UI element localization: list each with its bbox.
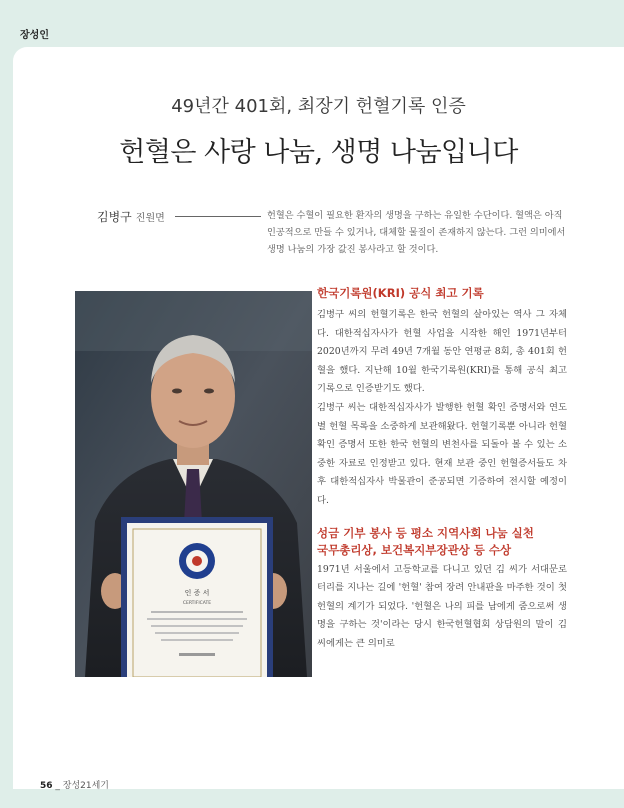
portrait-photo <box>75 291 312 677</box>
section-heading-community <box>317 525 567 559</box>
body-paragraph: 1971년 서울에서 고등학교를 다니고 있던 김 씨가 서대문로터리를 지나는 길에 '헌혈' 참여 장려 안내판을 마주한 것이 첫 헌혈의 계기가 되었다. '헌혈은 나의 피를 남에게 줌으로써 생명을 구하는 것'이라는 당시 한국헌혈협회 상담원의 말이 김 씨에게는 큰 의미로 <box>317 563 567 649</box>
article-body <box>317 285 567 654</box>
section-label: 장성인 <box>20 30 49 41</box>
section-heading-kri-record: 한국기록원(KRI) 공식 최고 기록 <box>317 286 484 300</box>
article-page <box>13 47 624 789</box>
page-number: 56 <box>40 781 53 791</box>
author-byline <box>97 208 165 225</box>
certificate-heading: 인 증 서 <box>184 589 210 597</box>
article-subtitle: 49년간 401회, 최장기 헌혈기록 인증 <box>171 96 466 117</box>
section-heading-line: 국무총리상, 보건복지부장관상 등 수상 <box>317 542 512 557</box>
page-footer <box>40 778 109 791</box>
lead-paragraph: 헌혈은 수혈이 필요한 환자의 생명을 구하는 유일한 수단이다. 혈액은 아직 인공적으로 만들 수 있거나, 대체할 물질이 존재하지 않는다. 그런 의미에서 생명 나눔의 가장 값진 봉사라고 할 것이다. <box>267 210 566 255</box>
portrait-photo-illustration <box>75 291 312 677</box>
author-affiliation: 진원면 <box>135 213 165 224</box>
byline-divider <box>175 216 261 217</box>
body-paragraph: 김병구 씨는 대한적십자사가 발행한 헌혈 확인 증명서와 연도별 헌혈 목록을 소중하게 보관해왔다. 헌혈기록뿐 아니라 헌혈 확인 증명서 또한 한국 헌혈의 변천사를 되돌아 볼 수 있는 소중한 자료로 인정받고 있다. 현재 보관 중인 헌혈증서들도 차후 대한적십자사 박물관이 준공되면 기증하여 전시할 예정이다. <box>317 401 567 506</box>
publication-name: _ 장성21세기 <box>55 781 109 791</box>
body-paragraph: 김병구 씨의 헌혈기록은 한국 헌혈의 살아있는 역사 그 자체다. 대한적십자사가 헌혈 사업을 시작한 해인 1971년부터 2020년까지 무려 49년 7개월 동안 연평균 8회, 총 401회 헌혈을 했다. 지난해 10월 한국기록원(KRI)를 통해 공식 최고 기록으로 인증받기도 했다. <box>317 309 567 395</box>
section-heading-line: 성금 기부 봉사 등 평소 지역사회 나눔 실천 <box>317 525 534 540</box>
article-title: 헌혈은 사랑 나눔, 생명 나눔입니다 <box>119 137 518 168</box>
author-name: 김병구 <box>97 210 132 224</box>
certificate-subheading: CERTIFICATE <box>182 601 212 606</box>
